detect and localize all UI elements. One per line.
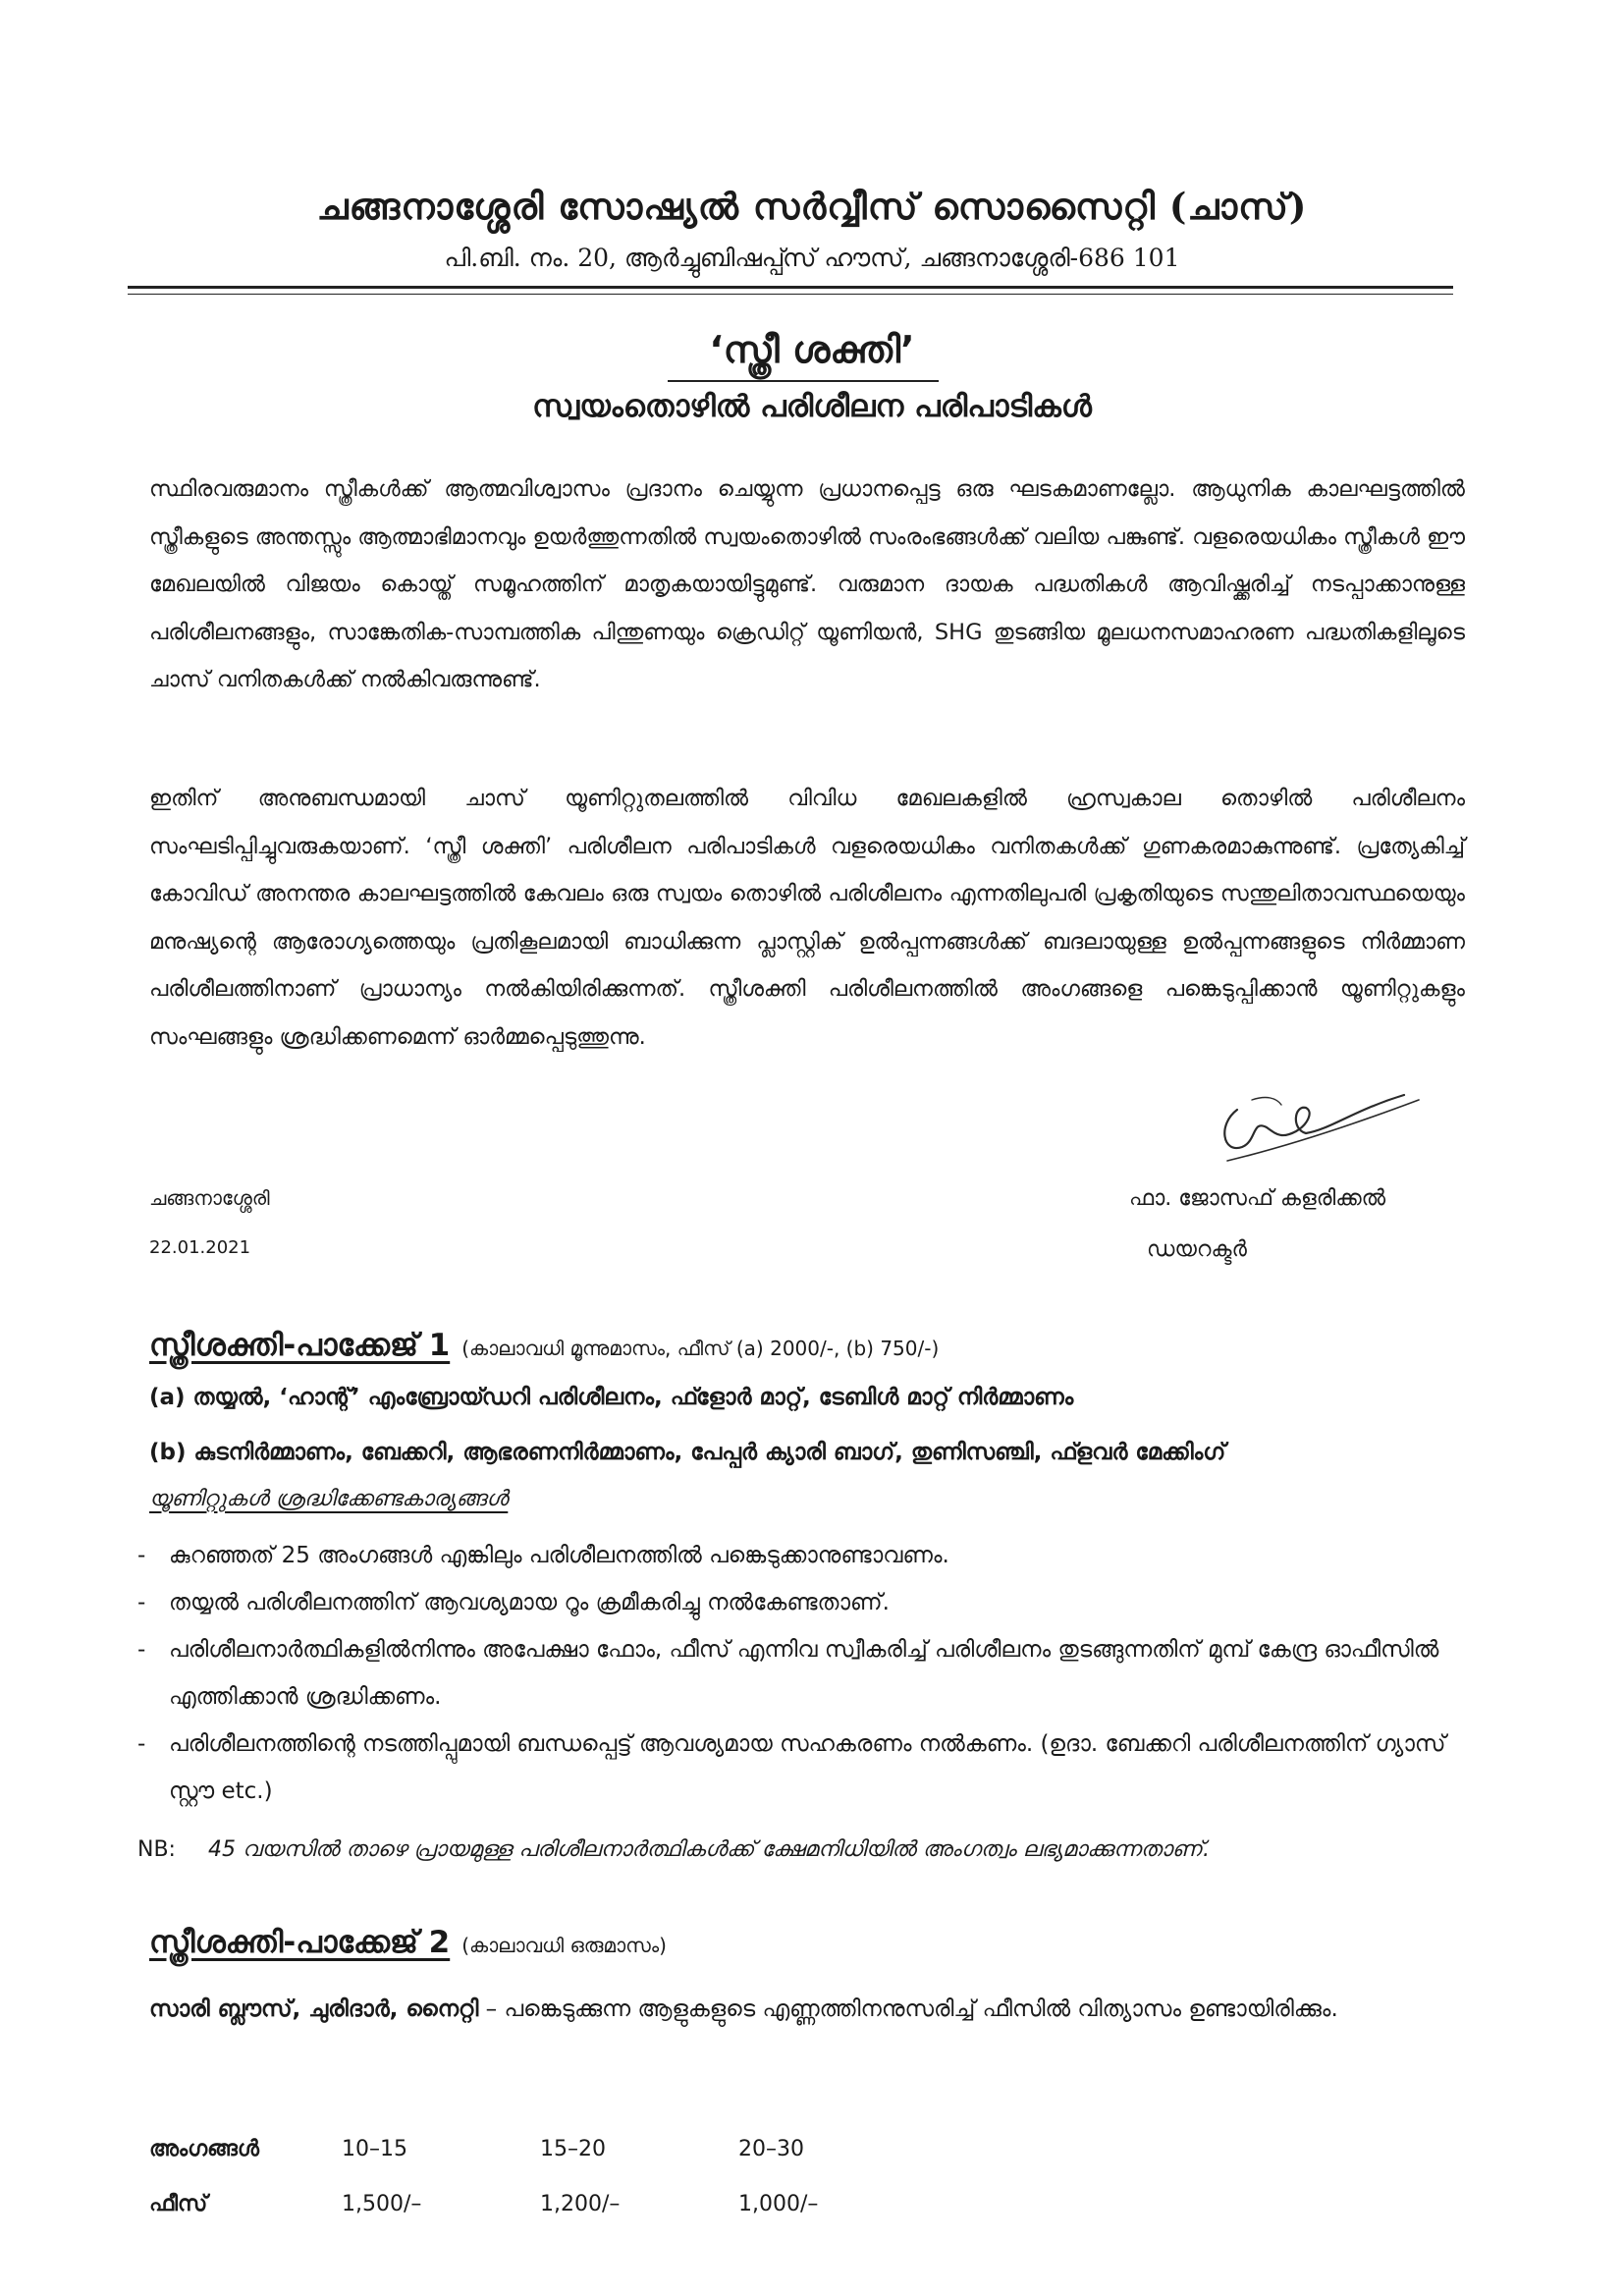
list-item-text: പരിശീലനത്തിന്റെ നടത്തിപ്പുമായി ബന്ധപ്പെട്ട് ആവശ്യമായ സഹകരണം നൽകണം. (ഉദാ. ബേക്കറി പരിശീലനത്തിന് ഗ്യാസ് സ്റ്റൗ etc.)	[169, 1731, 1446, 1804]
signatory-name: ഫാ. ജോസഫ് കളരിക്കൽ	[1129, 1186, 1386, 1211]
letterhead-rule-thick	[128, 286, 1453, 289]
intro-paragraph: സ്ഥിരവരുമാനം സ്ത്രീകൾക്ക് ആത്മവിശ്വാസം പ്രദാനം ചെയ്യുന്ന പ്രധാനപ്പെട്ട ഒരു ഘടകമാണല്ലോ. ആധുനിക കാലഘട്ടത്തിൽ സ്ത്രീകളുടെ അന്തസ്സും ആത്മാഭിമാനവും ഉയർത്തുന്നതിൽ സ്വയംതൊഴിൽ സംരംഭങ്ങൾക്ക് വലിയ പങ്കുണ്ട്. വളരെയധികം സ്ത്രീകൾ ഈ മേഖലയിൽ വിജയം കൊയ്ത് സമൂഹത്തിന് മാതൃകയായിട്ടുമുണ്ട്. വരുമാന ദായക പദ്ധതികൾ ആവിഷ്ക്കരിച്ച് നടപ്പാക്കാനുള്ള പരിശീലനങ്ങളും, സാങ്കേതിക-സാമ്പത്തിക പിന്തുണയും ക്രെഡിറ്റ് യൂണിയൻ, SHG തുടങ്ങിയ മൂലധനസമാഹരണ പദ്ധതികളിലൂടെ ചാസ് വനിതകൾക്ക് നൽകിവരുന്നുണ്ട്.	[149, 476, 1465, 692]
package2-items-bold: സാരി ബ്ലൗസ്, ചുരിദാർ, നൈറ്റി	[149, 1996, 479, 2022]
nb-note	[137, 1827, 1473, 1874]
org-address: പി.ബി. നം. 20, ആർച്ചുബിഷപ്പ്സ് ഹൗസ്, ചങ്ങനാശ്ശേരി-686 101	[444, 244, 1180, 272]
members-range: 10–15	[342, 2136, 407, 2161]
list-item	[137, 1721, 1473, 1815]
handwritten-signature	[1198, 1070, 1424, 1178]
units-notes-list	[137, 1532, 1473, 1815]
list-item-text: കുറഞ്ഞത് 25 അംഗങ്ങൾ എങ്കിലും പരിശീലനത്തിൽ പങ്കെടുക്കാനുണ്ടാവണം.	[169, 1543, 949, 1568]
nb-label: NB:	[137, 1837, 176, 1862]
package1-name: സ്ത്രീശക്തി-പാക്കേജ് 1	[149, 1328, 451, 1363]
package1-item-b: (b) കുടനിർമ്മാണം, ബേക്കറി, ആഭരണനിർമ്മാണം, പേപ്പർ ക്യാരി ബാഗ്, തുണിസഞ്ചി, ഫ്ളവർ മേക്കിംഗ്	[149, 1440, 1226, 1465]
body-paragraph: ഇതിന് അനുബന്ധമായി ചാസ് യൂണിറ്റുതലത്തിൽ വിവിധ മേഖലകളിൽ ഹ്രസ്വകാല തൊഴിൽ പരിശീലനം സംഘടിപ്പിച്ചുവരുകയാണ്. ‘സ്ത്രീ ശക്തി’ പരിശീലന പരിപാടികൾ വളരെയധികം വനിതകൾക്ക് ഗുണകരമാകുന്നുണ്ട്. പ്രത്യേകിച്ച് കോവിഡ് അനന്തര കാലഘട്ടത്തിൽ കേവലം ഒരു സ്വയം തൊഴിൽ പരിശീലനം എന്നതിലുപരി പ്രകൃതിയുടെ സന്തുലിതാവസ്ഥയെയും മനുഷ്യന്റെ ആരോഗ്യത്തെയും പ്രതികൂലമായി ബാധിക്കുന്ന പ്ലാസ്റ്റിക് ഉൽപ്പന്നങ്ങൾക്ക് ബദലായുള്ള ഉൽപ്പന്നങ്ങളുടെ നിർമ്മാണ പരിശീലത്തിനാണ് പ്രാധാന്യം നൽകിയിരിക്കുന്നത്. സ്ത്രീശക്തി പരിശീലനത്തിൽ അംഗങ്ങളെ പങ്കെടുപ്പിക്കാൻ യൂണിറ്റുകളും സംഘങ്ങളും ശ്രദ്ധിക്കണമെന്ന് ഓർമ്മപ്പെടുത്തുന്നു.	[149, 786, 1465, 1050]
document-title: ‘സ്ത്രീ ശക്തി’	[709, 328, 915, 371]
list-item-text: പരിശീലനാർത്ഥികളിൽനിന്നും അപേക്ഷാ ഫോം, ഫീസ് എന്നിവ സ്വീകരിച്ച് പരിശീലനം തുടങ്ങുന്നതിന് മുമ്പ് കേന്ദ്ര ഓഫീസിൽ എത്തിക്കാൻ ശ്രദ്ധിക്കണം.	[169, 1637, 1439, 1710]
members-range: 20–30	[738, 2136, 804, 2161]
issue-date: 22.01.2021	[149, 1237, 251, 1258]
nb-text: 45 വയസിൽ താഴെ പ്രായമുള്ള പരിശീലനാർത്ഥികൾക്ക് ക്ഷേമനിധിയിൽ അംഗത്വം ലഭ്യമാക്കുന്നതാണ്.	[208, 1837, 1210, 1862]
bullet-mark: -	[137, 1731, 146, 1757]
package1-meta: (കാലാവധി മൂന്നുമാസം, ഫീസ് (a) 2000/-, (b) 750/-)	[461, 1337, 940, 1360]
table-row	[149, 2176, 937, 2231]
units-notes-heading: യൂണിറ്റുകൾ ശ്രദ്ധിക്കേണ്ടകാര്യങ്ങൾ	[149, 1487, 509, 1511]
fee-amount: 1,000/–	[738, 2191, 819, 2216]
bullet-mark: -	[137, 1637, 146, 1663]
package1-heading	[149, 1328, 939, 1364]
package2-items	[149, 1984, 1475, 2035]
org-name: ചങ്ങനാശ്ശേരി സോഷ്യൽ സർവ്വീസ് സൊസൈറ്റി (ചാസ്)	[316, 185, 1308, 228]
bullet-mark: -	[137, 1590, 146, 1615]
letterhead-rule-thin	[128, 294, 1453, 295]
package2-name: സ്ത്രീശക്തി-പാക്കേജ് 2	[149, 1925, 451, 1960]
issue-place: ചങ്ങനാശ്ശേരി	[149, 1186, 270, 1210]
package2-meta: (കാലാവധി ഒരുമാസം)	[461, 1934, 667, 1957]
members-label: അംഗങ്ങൾ	[149, 2136, 259, 2161]
table-row	[149, 2121, 937, 2176]
fee-label: ഫീസ്	[149, 2191, 208, 2216]
package1-item-a: (a) തയ്യൽ, ‘ഹാന്റ്’ എംബ്രോയ്ഡറി പരിശീലനം, ഫ്ളോർ മാറ്റ്, ടേബിൾ മാറ്റ് നിർമ്മാണം	[149, 1385, 1074, 1410]
fee-amount: 1,200/–	[540, 2191, 621, 2216]
bullet-mark: -	[137, 1543, 146, 1568]
list-item	[137, 1626, 1473, 1721]
document-subtitle: സ്വയംതൊഴിൽ പരിശീലന പരിപാടികൾ	[532, 389, 1092, 424]
fee-amount: 1,500/–	[342, 2191, 422, 2216]
package2-items-rest: – പങ്കെടുക്കുന്ന ആളുകളുടെ എണ്ണത്തിനനുസരിച്ച് ഫീസിൽ വിത്യാസം ഉണ്ടായിരിക്കും.	[478, 1996, 1338, 2022]
list-item-text: തയ്യൽ പരിശീലനത്തിന് ആവശ്യമായ റൂം ക്രമീകരിച്ചു നൽകേണ്ടതാണ്.	[169, 1590, 890, 1615]
members-range: 15–20	[540, 2136, 606, 2161]
list-item	[137, 1579, 1473, 1626]
fee-table	[149, 2121, 937, 2231]
list-item	[137, 1532, 1473, 1579]
title-underline	[668, 380, 939, 382]
package2-heading	[149, 1925, 667, 1961]
signatory-title: ഡയറക്ടർ	[1147, 1237, 1247, 1262]
